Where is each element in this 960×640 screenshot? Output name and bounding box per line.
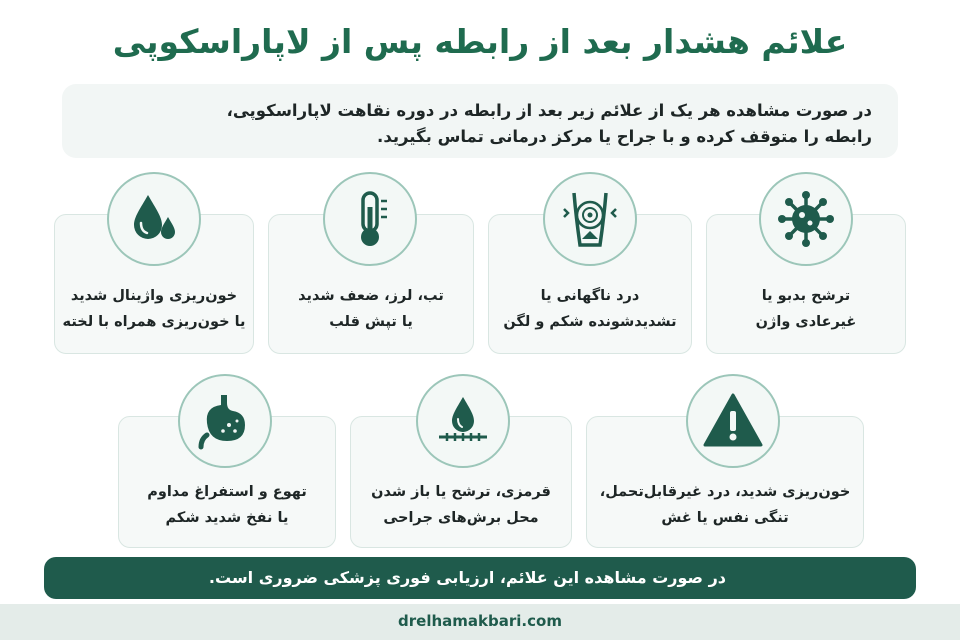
website-footer[interactable]: drelhamakbari.com: [0, 604, 960, 640]
card-line-1: خون‌ریزی واژینال شدید: [70, 288, 238, 304]
intro-box: [62, 84, 898, 158]
stomach-icon: [178, 374, 272, 468]
card-line-2: یا تپش قلب: [329, 314, 413, 330]
card-line-2: محل برش‌های جراحی: [383, 510, 539, 526]
card-line-2: یا نفخ شدید شکم: [165, 510, 289, 526]
intro-line-1: در صورت مشاهده هر یک از علائم زیر بعد از رابطه در دوره نقاهت لاپاراسکوپی،: [226, 101, 872, 120]
card-line-1: قرمزی، ترشح یا باز شدن: [371, 484, 551, 500]
card-line-1: تهوع و استفراغ مداوم: [147, 484, 307, 500]
card-line-2: یا خون‌ریزی همراه با لخته: [62, 314, 246, 330]
urgent-banner: در صورت مشاهده این علائم، ارزیابی فوری پزشکی ضروری است.: [44, 557, 916, 599]
intro-line-2: رابطه را متوقف کرده و با جراح یا مرکز درمانی تماس بگیرید.: [377, 127, 872, 146]
abdominal-pain-icon: [543, 172, 637, 266]
germ-icon: [759, 172, 853, 266]
blood-drops-icon: [107, 172, 201, 266]
card-line-2: غیرعادی واژن: [755, 314, 857, 330]
card-line-1: درد ناگهانی یا: [540, 288, 640, 304]
page-title: علائم هشدار بعد از رابطه پس از لاپاراسکوپی: [112, 22, 848, 61]
incision-drop-icon: [416, 374, 510, 468]
card-line-1: خون‌ریزی شدید، درد غیرقابل‌تحمل،: [599, 484, 851, 500]
card-line-1: تب، لرز، ضعف شدید: [298, 288, 444, 304]
card-line-2: تشدیدشونده شکم و لگن: [503, 314, 677, 330]
thermometer-icon: [323, 172, 417, 266]
card-line-2: تنگی نفس یا غش: [661, 510, 789, 526]
card-line-1: ترشح بدبو یا: [761, 288, 851, 304]
warning-icon: [686, 374, 780, 468]
